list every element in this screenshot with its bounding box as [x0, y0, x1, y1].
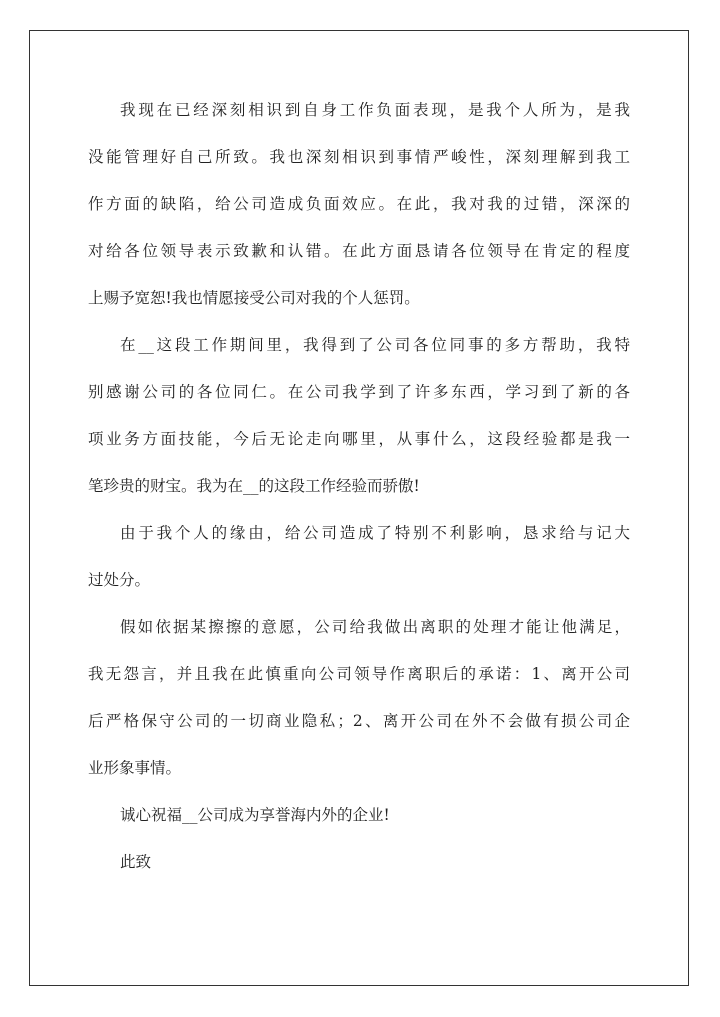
paragraph-2-line-1: 在__这段工作期间里，我得到了公司各位同事的多方帮助，我特 [120, 336, 630, 354]
page-border [29, 30, 689, 986]
paragraph-4-line-1: 假如依据某擦擦的意愿，公司给我做出离职的处理才能让他满足， [120, 618, 630, 636]
paragraph-1-line-1: 我现在已经深刻相识到自身工作负面表现，是我个人所为，是我 [120, 101, 630, 119]
paragraph-1-line-3: 作方面的缺陷，给公司造成负面效应。在此，我对我的过错，深深的 [88, 195, 630, 213]
paragraph-2-line-2: 别感谢公司的各位同仁。在公司我学到了许多东西，学习到了新的各 [88, 383, 630, 401]
paragraph-4-line-2: 我无怨言，并且我在此慎重向公司领导作离职后的承诺：1、离开公司 [88, 665, 630, 683]
closing-salutation: 此致 [120, 853, 152, 871]
paragraph-3-line-1: 由于我个人的缘由，给公司造成了特别不利影响，恳求给与记大 [120, 524, 630, 542]
paragraph-2-line-4: 笔珍贵的财宝。我为在__的这段工作经验而骄傲! [88, 477, 420, 495]
paragraph-5-line-1: 诚心祝福__公司成为享誉海内外的企业! [120, 806, 390, 824]
paragraph-4-line-4: 业形象事情。 [88, 759, 182, 777]
paragraph-3-line-2: 过处分。 [88, 571, 151, 589]
paragraph-2-line-3: 项业务方面技能，今后无论走向哪里，从事什么，这段经验都是我一 [88, 430, 630, 448]
paragraph-4-line-3: 后严格保守公司的一切商业隐私；2、离开公司在外不会做有损公司企 [88, 712, 630, 730]
paragraph-1-line-2: 没能管理好自己所致。我也深刻相识到事情严峻性，深刻理解到我工 [88, 148, 630, 166]
paragraph-1-line-4: 对给各位领导表示致歉和认错。在此方面恳请各位领导在肯定的程度 [88, 242, 630, 260]
paragraph-1-line-5: 上赐予宽恕!我也情愿接受公司对我的个人惩罚。 [88, 289, 420, 307]
